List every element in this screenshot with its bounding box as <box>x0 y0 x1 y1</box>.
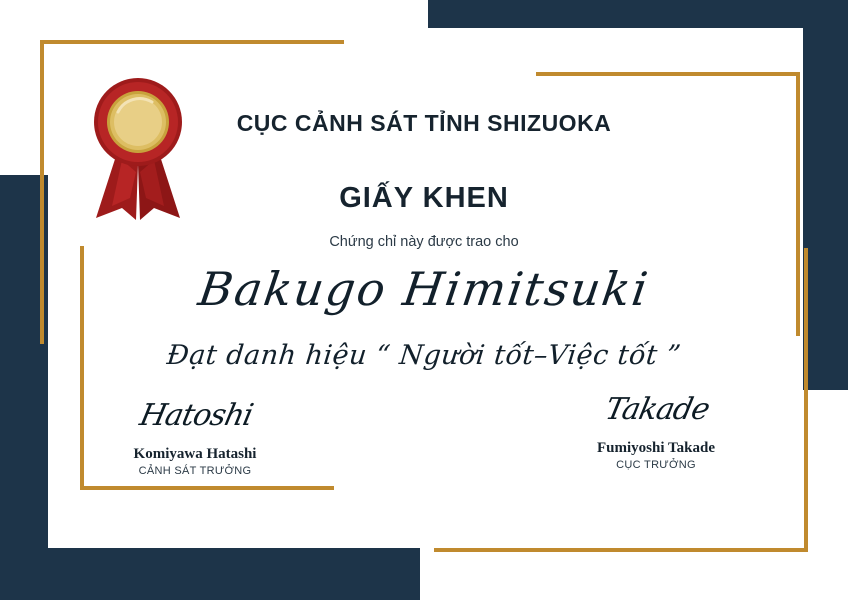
recipient-name: Bakugo Himitsuki <box>195 262 653 316</box>
certificate-title: GIẤY KHEN <box>339 182 509 214</box>
signatory-name-left: Komiyawa Hatashi <box>133 446 257 462</box>
signature-mark-left: Hatoshi <box>136 398 256 433</box>
signatory-role-right: CỤC TRƯỞNG <box>616 459 696 471</box>
signatory-name-right: Fumiyoshi Takade <box>597 440 715 456</box>
organization-name: CỤC CẢNH SÁT TỈNH SHIZUOKA <box>236 110 612 136</box>
signature-mark-right: Takade <box>602 392 713 427</box>
signature-block-right <box>526 392 786 471</box>
citation-text: Đạt danh hiệu “ Người tốt–Việc tốt ” <box>165 340 683 371</box>
signatory-role-left: CẢNH SÁT TRƯỞNG <box>138 465 252 477</box>
certificate-subtitle: Chứng chỉ này được trao cho <box>329 234 519 250</box>
signature-block-left <box>65 398 325 477</box>
